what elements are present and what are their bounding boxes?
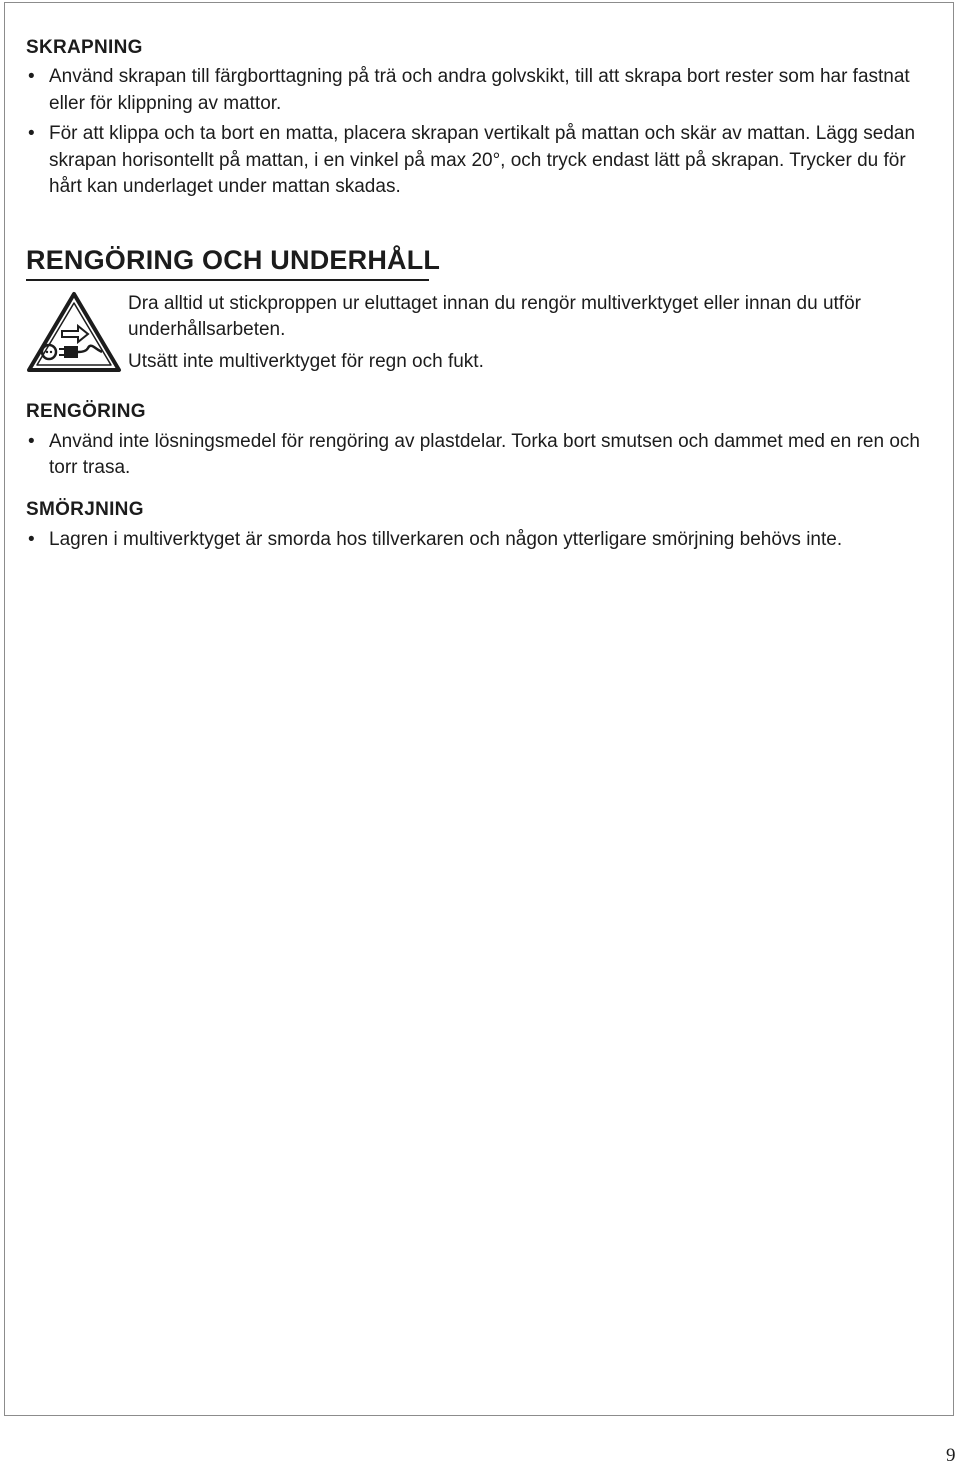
rengoring-list	[26, 429, 938, 482]
warning-paragraph: Utsätt inte multiverktyget för regn och fukt.	[128, 350, 484, 372]
warning-block	[26, 291, 938, 378]
section-heading-skrapning: SKRAPNING	[26, 37, 143, 58]
page-number: 9	[946, 1445, 956, 1466]
page-content	[26, 36, 938, 553]
list-item-text: Använd skrapan till färgborttagning på trä och andra golvskikt, till att skrapa bort rester som har fastnat eller för klippning av mattor.	[49, 66, 910, 114]
unplug-warning-icon	[26, 291, 122, 378]
maintenance-section	[26, 243, 938, 378]
list-item	[26, 64, 938, 117]
section-heading-smorjning: SMÖRJNING	[26, 498, 144, 520]
smorjning-list	[26, 527, 938, 554]
heading-underline	[26, 279, 429, 281]
list-item-text: Lagren i multiverktyget är smorda hos tillverkaren och någon ytterligare smörjning behövs inte.	[49, 528, 843, 550]
list-item-text: Använd inte lösningsmedel för rengöring av plastdelar. Torka bort smutsen och dammet med en ren och torr trasa.	[49, 430, 920, 478]
list-item-text: För att klippa och ta bort en matta, placera skrapan vertikalt på mattan och skär av mattan. Lägg sedan skrapan horisontellt på mattan, i en vinkel på max 20°, och tryck endast lätt på skrapan. Trycker du för hårt kan underlaget under mattan skadas.	[49, 123, 916, 197]
section-heading-rengoring: RENGÖRING	[26, 400, 146, 422]
warning-paragraph: Dra alltid ut stickproppen ur eluttaget innan du rengör multiverktyget eller innan du utför underhållsarbeten.	[128, 292, 861, 340]
bullet-glyph: •	[28, 123, 35, 144]
list-item	[26, 121, 938, 201]
section-heading-maintenance: RENGÖRING OCH UNDERHÅLL	[26, 244, 441, 275]
list-item	[26, 527, 938, 554]
skrapning-list	[26, 64, 938, 201]
bullet-glyph: •	[28, 528, 35, 550]
bullet-glyph: •	[28, 66, 35, 87]
bullet-glyph: •	[28, 430, 35, 452]
list-item	[26, 429, 938, 482]
warning-text	[128, 291, 938, 378]
